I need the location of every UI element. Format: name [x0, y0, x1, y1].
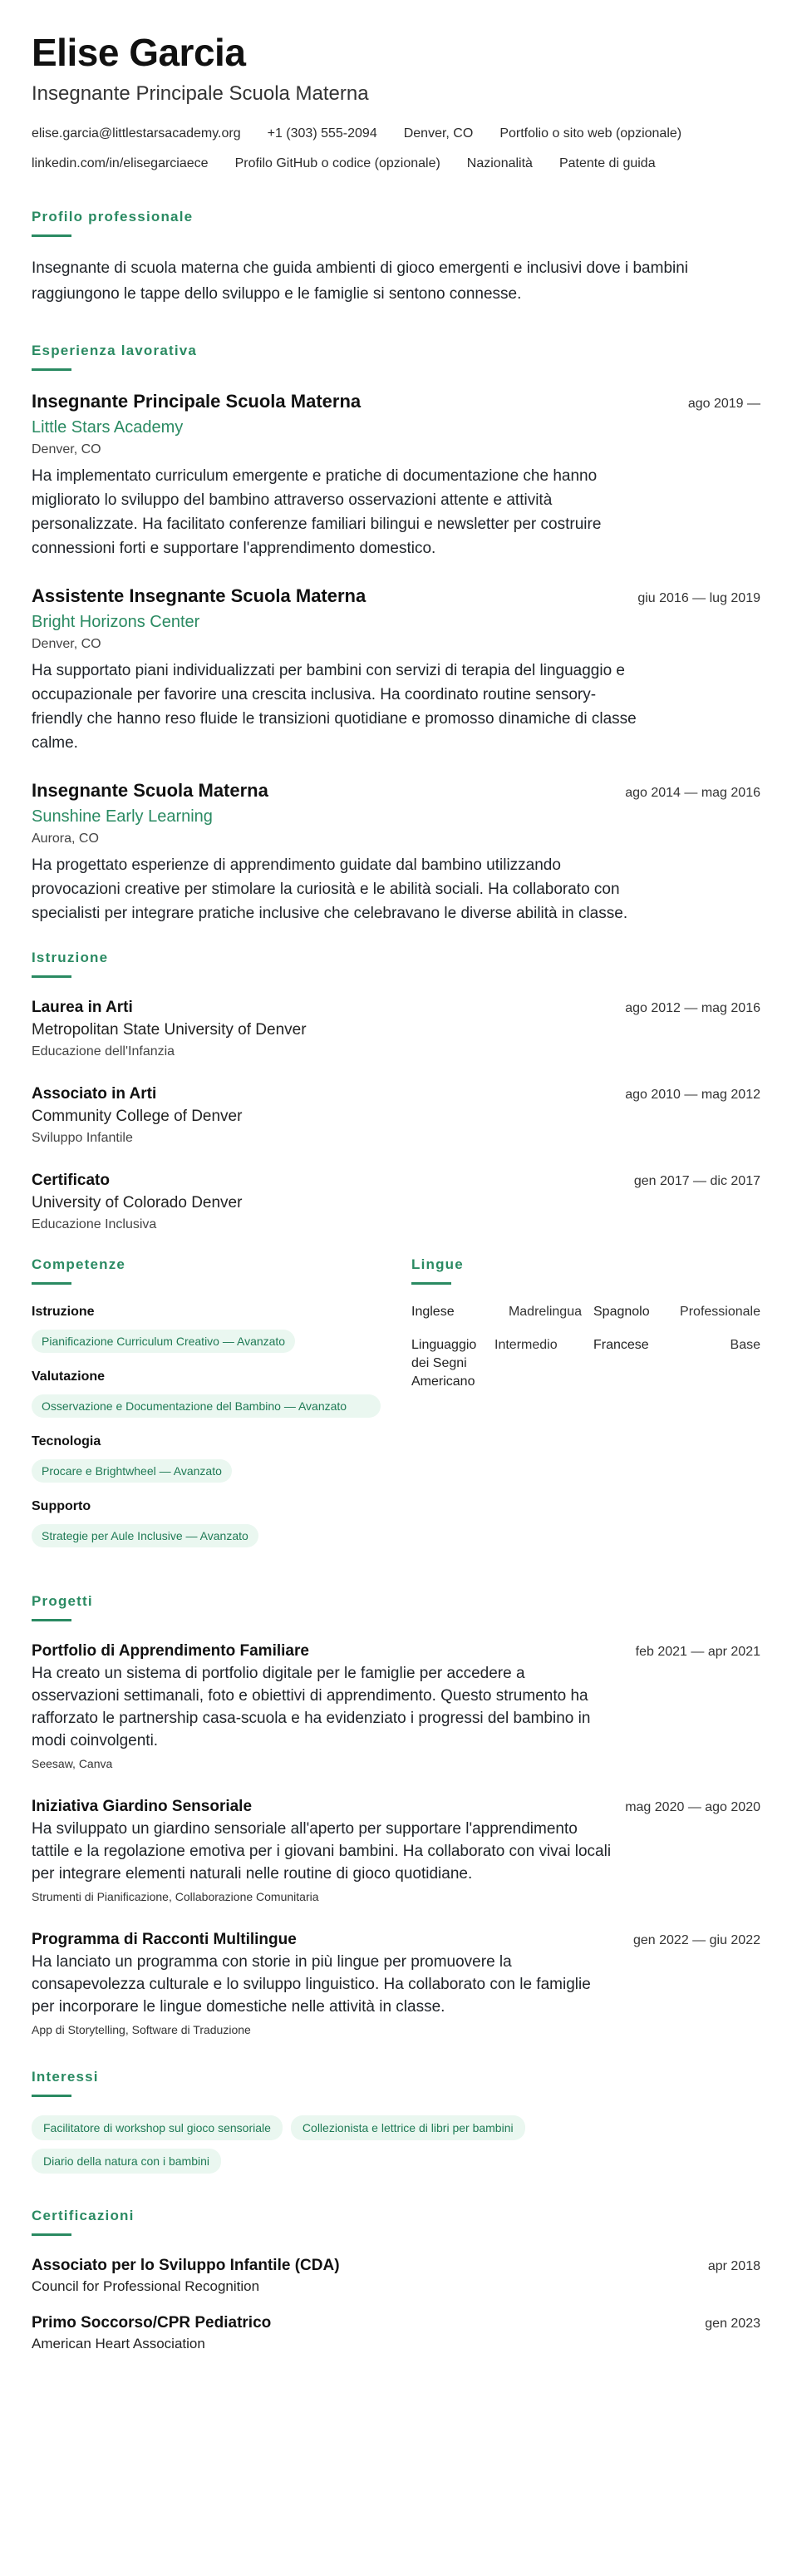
skill-group: [32, 1368, 381, 1418]
project-title: Iniziativa Giardino Sensoriale: [32, 1798, 253, 1815]
section-divider: [32, 1619, 71, 1621]
contact-github[interactable]: Profilo GitHub o codice (opzionale): [234, 156, 440, 170]
study-field: Educazione Inclusiva: [32, 1217, 157, 1231]
experience-entry: [32, 389, 760, 560]
certification-issuer: Council for Professional Recognition: [32, 2278, 260, 2294]
degree-title: Certificato: [32, 1172, 110, 1189]
skill-group: [32, 1433, 381, 1483]
section-heading: Esperienza lavorativa: [32, 343, 198, 358]
project-title: Portfolio di Apprendimento Familiare: [32, 1642, 309, 1660]
job-location: Denver, CO: [32, 637, 101, 651]
job-company: Bright Horizons Center: [32, 613, 200, 631]
project-date: mag 2020 — ago 2020: [625, 1800, 760, 1814]
languages-grid: [411, 1303, 760, 1391]
project-tools: Seesaw, Canva: [32, 1757, 113, 1770]
language-name: Inglese: [411, 1305, 455, 1319]
section-heading: Competenze: [32, 1256, 126, 1272]
study-field: Sviluppo Infantile: [32, 1131, 133, 1145]
degree-title: Laurea in Arti: [32, 999, 133, 1016]
job-title: Assistente Insegnante Scuola Materna: [32, 585, 366, 606]
skills-languages-row: [32, 1256, 760, 1562]
project-date: feb 2021 — apr 2021: [635, 1645, 760, 1659]
section-divider: [32, 234, 71, 237]
education-entry: [32, 996, 760, 1061]
experience-section: [32, 342, 760, 925]
job-date: giu 2016 — lug 2019: [637, 591, 760, 605]
project-date: gen 2022 — giu 2022: [632, 1933, 760, 1947]
job-description: Ha supportato piani individualizzati per bambini con servizi di terapia del linguaggio e occupazionale per favorire una crescita inclusiva. Ha coordinato routine sensory-friendly che hanno reso fluide le transizioni quotidiane e promosso dinamiche di classe calme.: [32, 662, 637, 752]
education-date: gen 2017 — dic 2017: [633, 1174, 760, 1188]
job-location: Denver, CO: [32, 442, 101, 456]
job-title: Insegnante Principale Scuola Materna: [32, 391, 362, 412]
job-location: Aurora, CO: [32, 832, 99, 846]
interest-pill: Diario della natura con i bambini: [32, 2149, 221, 2174]
interests-section: [32, 2068, 760, 2174]
contact-phone[interactable]: +1 (303) 555-2094: [267, 126, 377, 141]
language-name: Linguaggio dei Segni Americano: [411, 1338, 477, 1389]
project-description: Ha lanciato un programma con storie in più lingue per promuovere la consapevolezza culturale e lo sviluppo linguistico. Ha collaborato con le famiglie per incorporare le lingue domestiche nelle attività in classe.: [32, 1953, 591, 2016]
section-divider: [32, 2095, 71, 2097]
job-description: Ha progettato esperienze di apprendimento guidate dal bambino utilizzando provocazioni creative per stimolare la curiosità e le abilità sociali. Ha collaborato con specialisti per integrare pratiche inclusive che celebravano le diverse abilità in classe.: [32, 856, 628, 922]
certification-entry: [32, 2254, 760, 2297]
skill-pill: Procare e Brightwheel — Avanzato: [32, 1459, 232, 1483]
contact-info: [32, 125, 760, 173]
section-divider: [32, 368, 71, 371]
contact-nationality: Nazionalità: [466, 156, 533, 170]
certification-date: apr 2018: [707, 2259, 760, 2273]
contact-license: Patente di guida: [558, 156, 656, 170]
skill-pill: Pianificazione Curriculum Creativo — Avanzato: [32, 1330, 295, 1353]
project-entry: [32, 1640, 760, 1772]
project-tools: App di Storytelling, Software di Traduzione: [32, 2023, 251, 2036]
projects-section: [32, 1592, 760, 2038]
section-divider: [32, 2233, 71, 2236]
job-description: Ha implementato curriculum emergente e pratiche di documentazione che hanno migliorato lo sviluppo del bambino attraverso osservazioni attente e attività personalizzate. Ha facilitato conferenze familiari bilingui e newsletter per costruire connessioni forti e supportare l'apprendimento domestico.: [32, 467, 602, 557]
section-heading: Progetti: [32, 1593, 93, 1609]
resume-header: [32, 30, 760, 173]
skill-pill: Osservazione e Documentazione del Bambino — Avanzato: [32, 1394, 381, 1418]
interests-list: [32, 2115, 630, 2174]
project-tools: Strumenti di Pianificazione, Collaborazione Comunitaria: [32, 1890, 319, 1903]
job-title: Insegnante Scuola Materna: [32, 780, 268, 801]
school-name: Community College of Denver: [32, 1108, 243, 1125]
section-divider: [32, 1282, 71, 1285]
interest-pill: Collezionista e lettrice di libri per bambini: [291, 2115, 525, 2140]
contact-email[interactable]: elise.garcia@littlestarsacademy.org: [32, 126, 241, 141]
certification-title: Primo Soccorso/CPR Pediatrico: [32, 2314, 272, 2332]
section-heading: Lingue: [411, 1256, 464, 1272]
skills-section: [32, 1256, 381, 1562]
school-name: Metropolitan State University of Denver: [32, 1021, 307, 1039]
school-name: University of Colorado Denver: [32, 1194, 243, 1212]
contact-portfolio[interactable]: Portfolio o sito web (opzionale): [499, 126, 682, 141]
skill-group-title: Valutazione: [32, 1369, 106, 1384]
project-entry: [32, 1928, 760, 2038]
education-date: ago 2012 — mag 2016: [625, 1001, 760, 1015]
language-level: Professionale: [680, 1305, 760, 1319]
job-date: ago 2019 —: [687, 397, 760, 411]
skill-group: [32, 1498, 381, 1547]
section-divider: [32, 975, 71, 978]
degree-title: Associato in Arti: [32, 1085, 157, 1103]
project-description: Ha sviluppato un giardino sensoriale all'aperto per supportare l'apprendimento tattile e la regolazione emotiva per i giovani bambini. Ha collaborato con vivai locali per integrare elementi naturali nelle routine di gioco quotidiane.: [32, 1820, 612, 1883]
certification-entry: [32, 2312, 760, 2354]
language-level: Base: [730, 1338, 760, 1352]
skill-group-title: Tecnologia: [32, 1434, 101, 1448]
experience-entry: [32, 584, 760, 755]
job-company: Little Stars Academy: [32, 418, 184, 437]
section-heading: Istruzione: [32, 950, 109, 965]
skill-group-title: Istruzione: [32, 1305, 95, 1319]
certifications-section: [32, 2207, 760, 2354]
project-entry: [32, 1795, 760, 1905]
skill-pill: Strategie per Aule Inclusive — Avanzato: [32, 1524, 258, 1547]
language-name: Francese: [593, 1338, 649, 1352]
project-description: Ha creato un sistema di portfolio digitale per le famiglie per accedere a osservazioni settimanali, foto e obiettivi di apprendimento. Questo strumento ha rafforzato le partnership casa-scuola e ha evidenziato i progressi del bambino in modi coinvolgenti.: [32, 1665, 591, 1749]
study-field: Educazione dell'Infanzia: [32, 1044, 175, 1059]
education-entry: [32, 1169, 760, 1234]
education-section: [32, 949, 760, 1234]
profile-summary: Insegnante di scuola materna che guida ambienti di gioco emergenti e inclusivi dove i bambini raggiungono le tappe dello sviluppo e le famiglie si sentono connesse.: [32, 259, 689, 303]
certification-issuer: American Heart Association: [32, 2336, 205, 2351]
certification-title: Associato per lo Sviluppo Infantile (CDA): [32, 2257, 340, 2274]
section-divider: [411, 1282, 451, 1285]
job-date: ago 2014 — mag 2016: [625, 786, 760, 800]
section-heading: Certificazioni: [32, 2208, 135, 2223]
language-level: Intermedio: [494, 1338, 558, 1352]
skill-group-title: Supporto: [32, 1499, 91, 1513]
languages-section: [411, 1256, 760, 1562]
job-company: Sunshine Early Learning: [32, 807, 213, 826]
certification-date: gen 2023: [705, 2317, 760, 2331]
language-name: Spagnolo: [593, 1305, 650, 1319]
section-heading: Profilo professionale: [32, 209, 194, 225]
skill-group: [32, 1303, 381, 1353]
section-heading: Interessi: [32, 2069, 99, 2085]
experience-entry: [32, 778, 760, 925]
candidate-title: Insegnante Principale Scuola Materna: [32, 82, 369, 105]
language-level: Madrelingua: [508, 1305, 582, 1319]
education-date: ago 2010 — mag 2012: [625, 1088, 760, 1102]
education-entry: [32, 1083, 760, 1147]
interest-pill: Facilitatore di workshop sul gioco sensoriale: [32, 2115, 283, 2140]
contact-linkedin[interactable]: linkedin.com/in/elisegarciaece: [32, 156, 209, 170]
candidate-name: Elise Garcia: [32, 31, 246, 74]
project-title: Programma di Racconti Multilingue: [32, 1931, 297, 1948]
contact-location: Denver, CO: [403, 126, 474, 141]
profile-section: [32, 208, 760, 307]
